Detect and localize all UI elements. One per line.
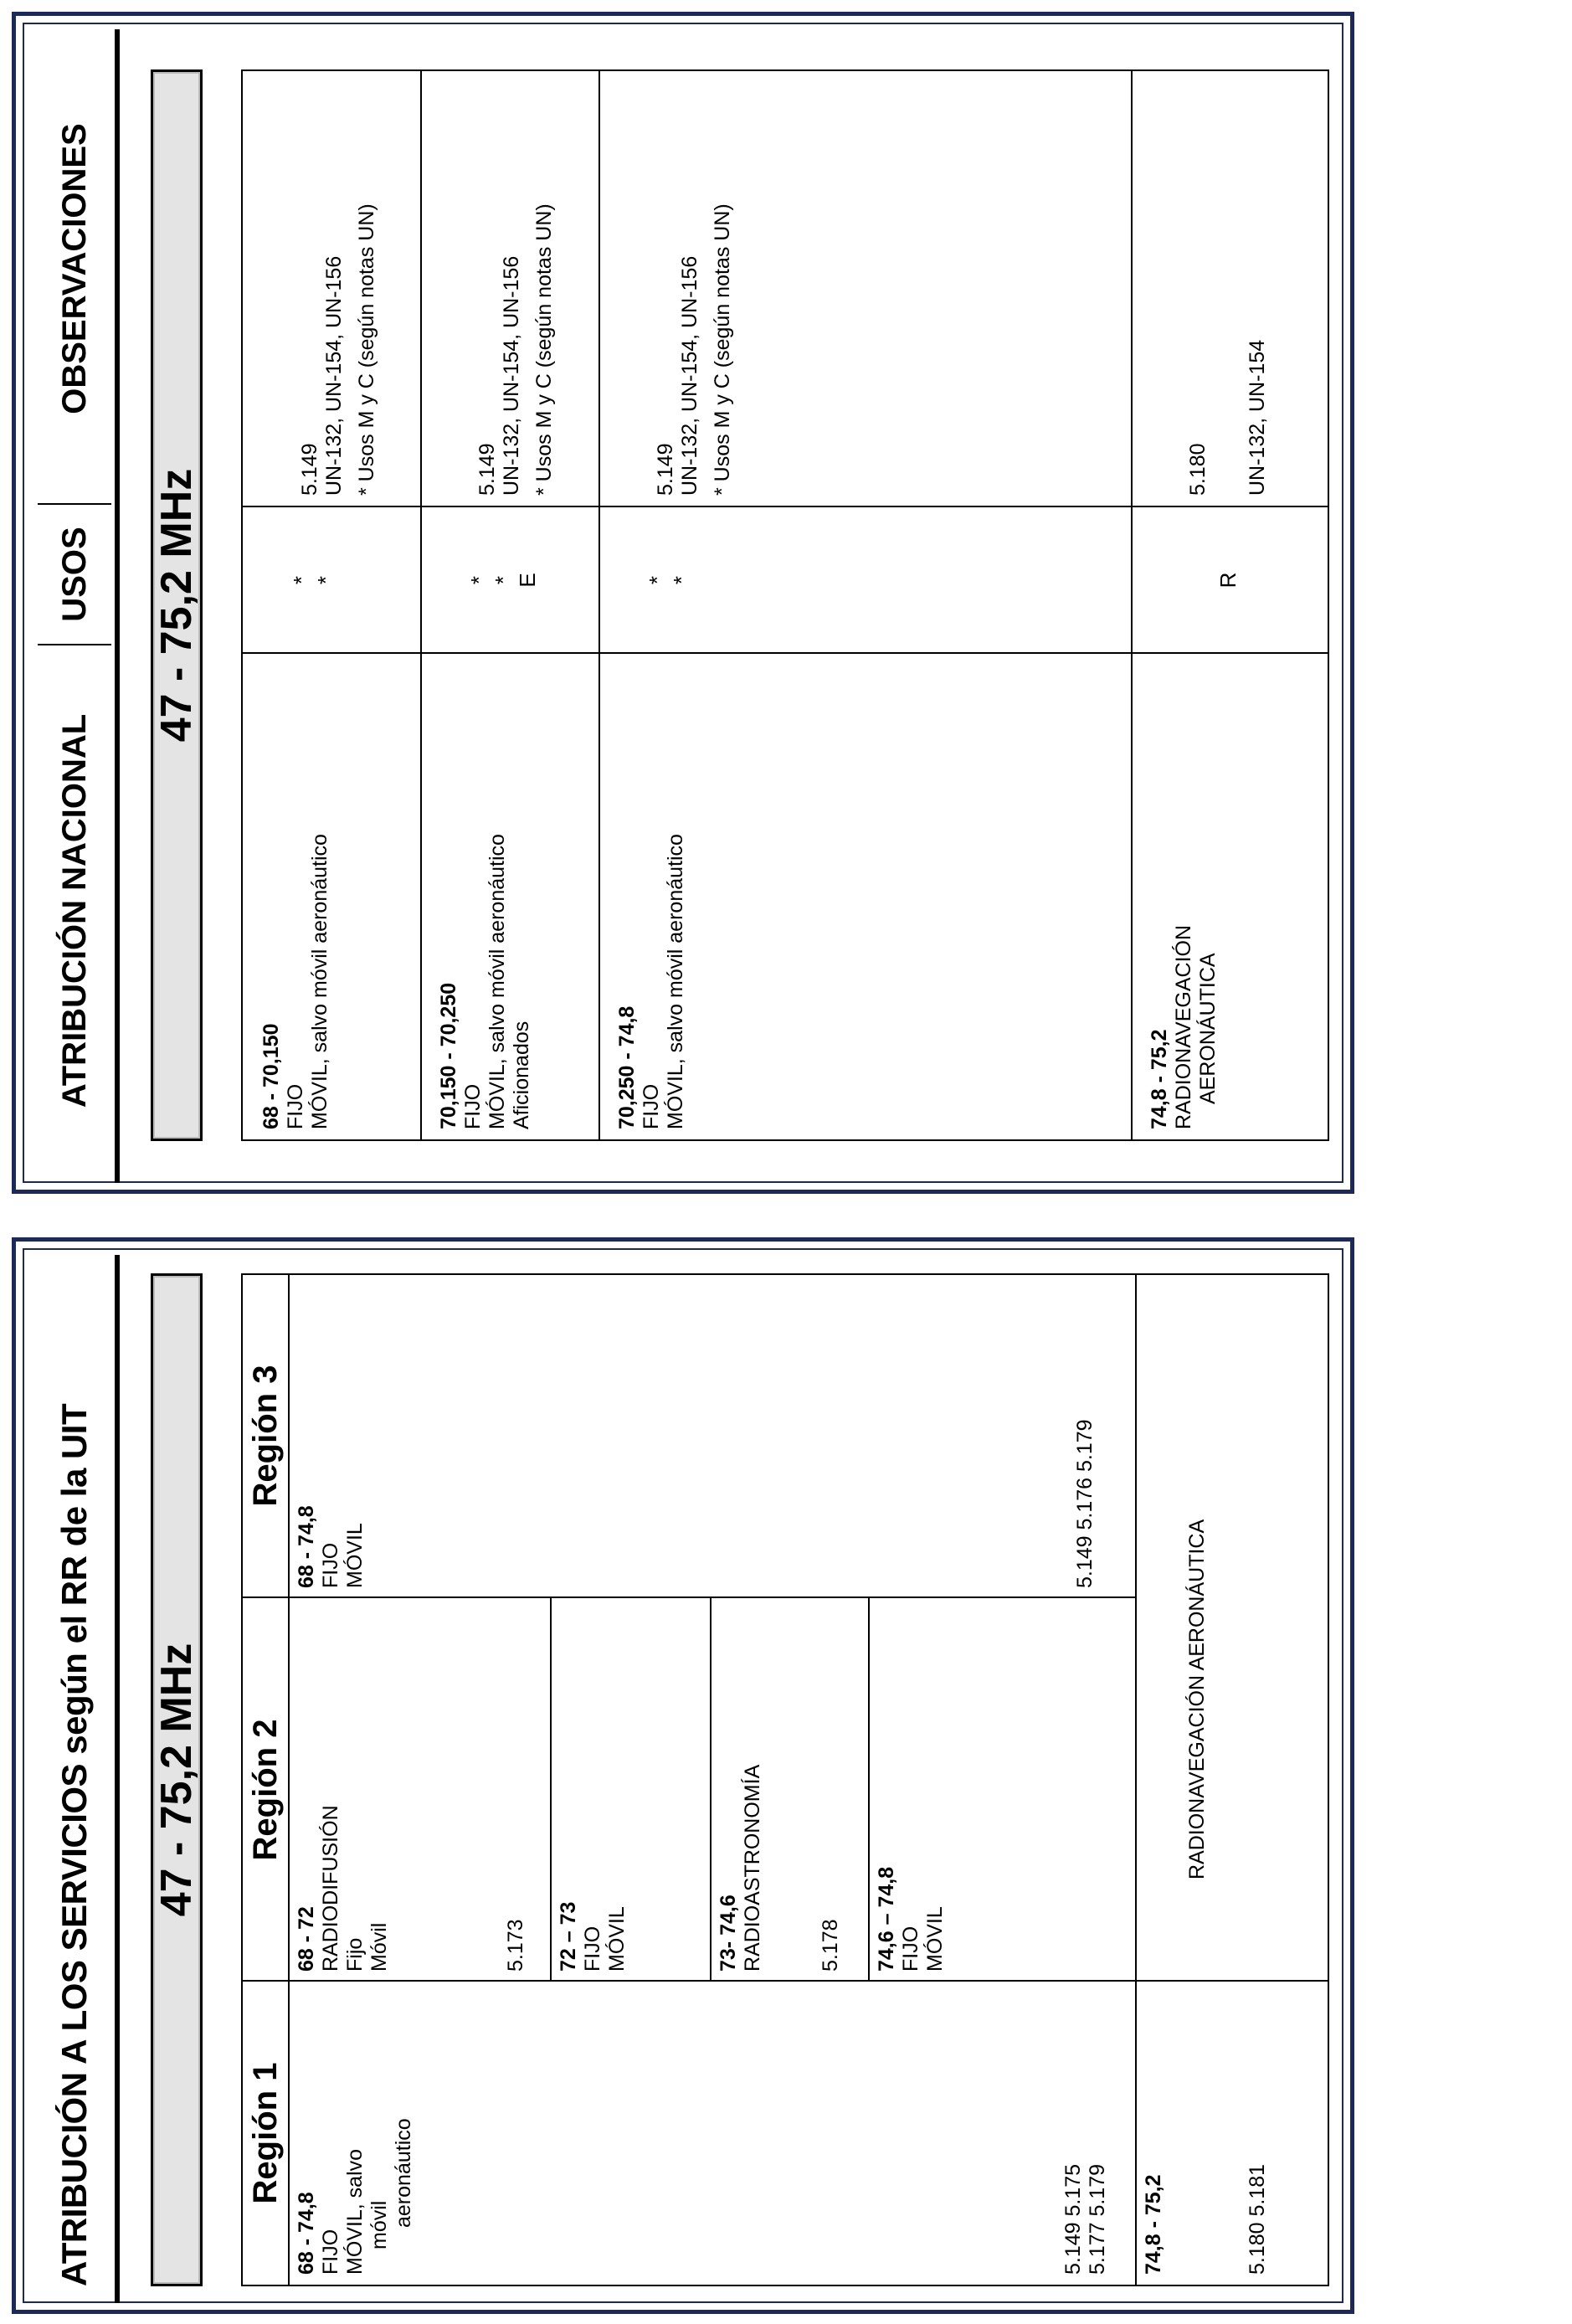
nat-row-1-line: FIJO xyxy=(284,1083,307,1129)
nat-row-3-uso: * xyxy=(669,575,694,585)
nat-row-1-obs: UN-132, UN-154, UN-156 xyxy=(322,255,346,496)
header-region-3: Región 3 xyxy=(246,1365,284,1507)
r1-main-line: FIJO xyxy=(319,2229,342,2275)
nat-row-1-uso: * xyxy=(289,575,314,585)
national-frequency-band: 47 - 75,2 MHz xyxy=(151,69,203,1141)
r2-c-notes: 5.178 xyxy=(819,1919,842,1972)
nat-row-1-observaciones xyxy=(244,69,420,506)
r2-cell-73-74-6 xyxy=(712,1598,868,1982)
r23-low-text: RADIONAVEGACIÓN AERONÁUTICA xyxy=(1185,1519,1209,1879)
r1-low-cell xyxy=(1137,1982,1329,2285)
national-title-rule xyxy=(115,29,120,1183)
r1-main-line: móvil xyxy=(367,2200,391,2249)
header-atribucion-nacional: ATRIBUCIÓN NACIONAL xyxy=(55,713,93,1108)
nat-row-4-range: 74,8 - 75,2 xyxy=(1148,1029,1171,1129)
header-region-2: Región 2 xyxy=(246,1719,284,1861)
nat-row-4-line: RADIONAVEGACIÓN xyxy=(1172,924,1195,1129)
nat-row-2-usos xyxy=(422,507,598,654)
r3-main-line: MÓVIL xyxy=(343,1523,367,1588)
r2-cell-68-72 xyxy=(290,1598,550,1982)
nat-row-4-observaciones xyxy=(1133,69,1329,506)
r3-main-notes: 5.149 5.176 5.179 xyxy=(1073,1419,1097,1588)
national-panel-content xyxy=(38,29,1343,1183)
r2-cell-74-6-74-8 xyxy=(870,1598,1135,1982)
header-usos: USOS xyxy=(55,527,93,622)
nat-row-2-obs: 5.149 xyxy=(475,443,499,496)
r1-main-cell xyxy=(290,1982,1135,2285)
nat-row-4-line: AERONÁUTICA xyxy=(1196,953,1220,1104)
r23-low-cell xyxy=(1137,1273,1329,1980)
header-sep-2 xyxy=(38,503,111,505)
nat-row-2-uso: E xyxy=(515,573,540,588)
nat-row-2-obs: UN-132, UN-154, UN-156 xyxy=(500,255,523,496)
nat-row-4-obs: 5.180 xyxy=(1186,443,1210,496)
r2-d-range: 74,6 – 74,8 xyxy=(875,1866,898,1972)
nat-row-1-obs-note: * Usos M y C (según notas UN) xyxy=(355,203,378,496)
nat-row-2-observaciones xyxy=(422,69,598,506)
nat-row-3-obs: UN-132, UN-154, UN-156 xyxy=(678,255,701,496)
nat-row-3-range: 70,250 - 74,8 xyxy=(615,1005,639,1129)
nat-row-2-line: Aficionados xyxy=(510,1021,533,1129)
r2-b-line: FIJO xyxy=(581,1926,604,1972)
r2-d-line: FIJO xyxy=(899,1926,922,1972)
nat-row-3-obs-note: * Usos M y C (según notas UN) xyxy=(711,203,734,496)
nat-row-3-line: MÓVIL, salvo móvil aeronáutico xyxy=(664,834,687,1129)
r2-c-line: RADIOASTRONOMÍA xyxy=(741,1764,764,1972)
header-observaciones: OBSERVACIONES xyxy=(55,123,93,414)
national-allocation-table xyxy=(241,69,1329,1141)
r2-a-notes: 5.173 xyxy=(504,1919,527,1972)
nat-row-2-uso: * xyxy=(491,575,516,585)
header-sep-1 xyxy=(38,644,111,645)
r2-a-range: 68 - 72 xyxy=(295,1906,318,1972)
header-region-1: Región 1 xyxy=(246,2062,284,2204)
nat-row-2-line: MÓVIL, salvo móvil aeronáutico xyxy=(485,834,509,1129)
itu-panel-content xyxy=(38,1255,1343,2303)
r1-main-range: 68 - 74,8 xyxy=(295,2192,318,2275)
r3-main-range: 68 - 74,8 xyxy=(295,1505,318,1588)
itu-frequency-band: 47 - 75,2 MHz xyxy=(151,1273,203,2286)
nat-row-1-uso: * xyxy=(313,575,338,585)
r1-main-line: aeronáutico xyxy=(392,2118,415,2228)
nat-row-2-obs-note: * Usos M y C (según notas UN) xyxy=(532,203,556,496)
nat-row-3-usos xyxy=(600,507,1131,654)
nat-row-1-range: 68 - 70,150 xyxy=(259,1023,283,1129)
nat-row-1-line: MÓVIL, salvo móvil aeronáutico xyxy=(308,834,331,1129)
r1-low-range: 74,8 - 75,2 xyxy=(1142,2174,1165,2275)
nat-row-4-uso: R xyxy=(1215,572,1241,589)
r2-d-line: MÓVIL xyxy=(923,1906,947,1972)
nat-row-4-obs-note: UN-132, UN-154 xyxy=(1246,339,1269,496)
r1-main-line: MÓVIL, salvo xyxy=(343,2148,367,2275)
nat-row-3-allocation xyxy=(600,654,1131,1139)
nat-row-2-uso: * xyxy=(466,575,491,585)
nat-row-1-obs: 5.149 xyxy=(298,443,321,496)
nat-row-2-allocation xyxy=(422,654,598,1139)
nat-row-2-range: 70,150 - 70,250 xyxy=(437,982,460,1129)
national-allocation-panel xyxy=(12,12,1354,1194)
itu-allocation-table xyxy=(241,1273,1329,2286)
r1-low-notes: 5.180 5.181 xyxy=(1246,2163,1269,2275)
nat-row-2-line: FIJO xyxy=(461,1083,485,1129)
r3-main-line: FIJO xyxy=(319,1542,342,1588)
r2-a-line: Fijo xyxy=(343,1937,367,1972)
itu-panel-title: ATRIBUCIÓN A LOS SERVICIOS según el RR de la UIT xyxy=(54,1403,94,2286)
nat-row-3-uso: * xyxy=(645,575,670,585)
r3-main-cell xyxy=(290,1273,1135,1598)
r2-b-range: 72 – 73 xyxy=(557,1901,580,1972)
itu-title-rule xyxy=(115,1255,120,2303)
nat-row-1-usos xyxy=(244,507,420,654)
nat-row-3-observaciones xyxy=(600,69,1131,506)
r2-c-range: 73- 74,6 xyxy=(717,1895,740,1972)
r2-cell-72-73 xyxy=(552,1598,710,1982)
r1-main-notes-2: 5.177 5.179 xyxy=(1086,2163,1109,2275)
nat-row-4-allocation xyxy=(1133,654,1329,1139)
nat-row-3-line: FIJO xyxy=(640,1083,663,1129)
r2-a-line: Móvil xyxy=(367,1922,391,1972)
r2-b-line: MÓVIL xyxy=(605,1906,629,1972)
nat-row-3-obs: 5.149 xyxy=(654,443,677,496)
itu-allocation-panel xyxy=(12,1237,1354,2314)
r2-a-line: RADIODIFUSIÓN xyxy=(319,1805,342,1972)
r1-main-notes-1: 5.149 5.175 xyxy=(1061,2163,1085,2275)
nat-row-4-usos xyxy=(1133,507,1329,654)
nat-row-1-allocation xyxy=(244,654,420,1139)
